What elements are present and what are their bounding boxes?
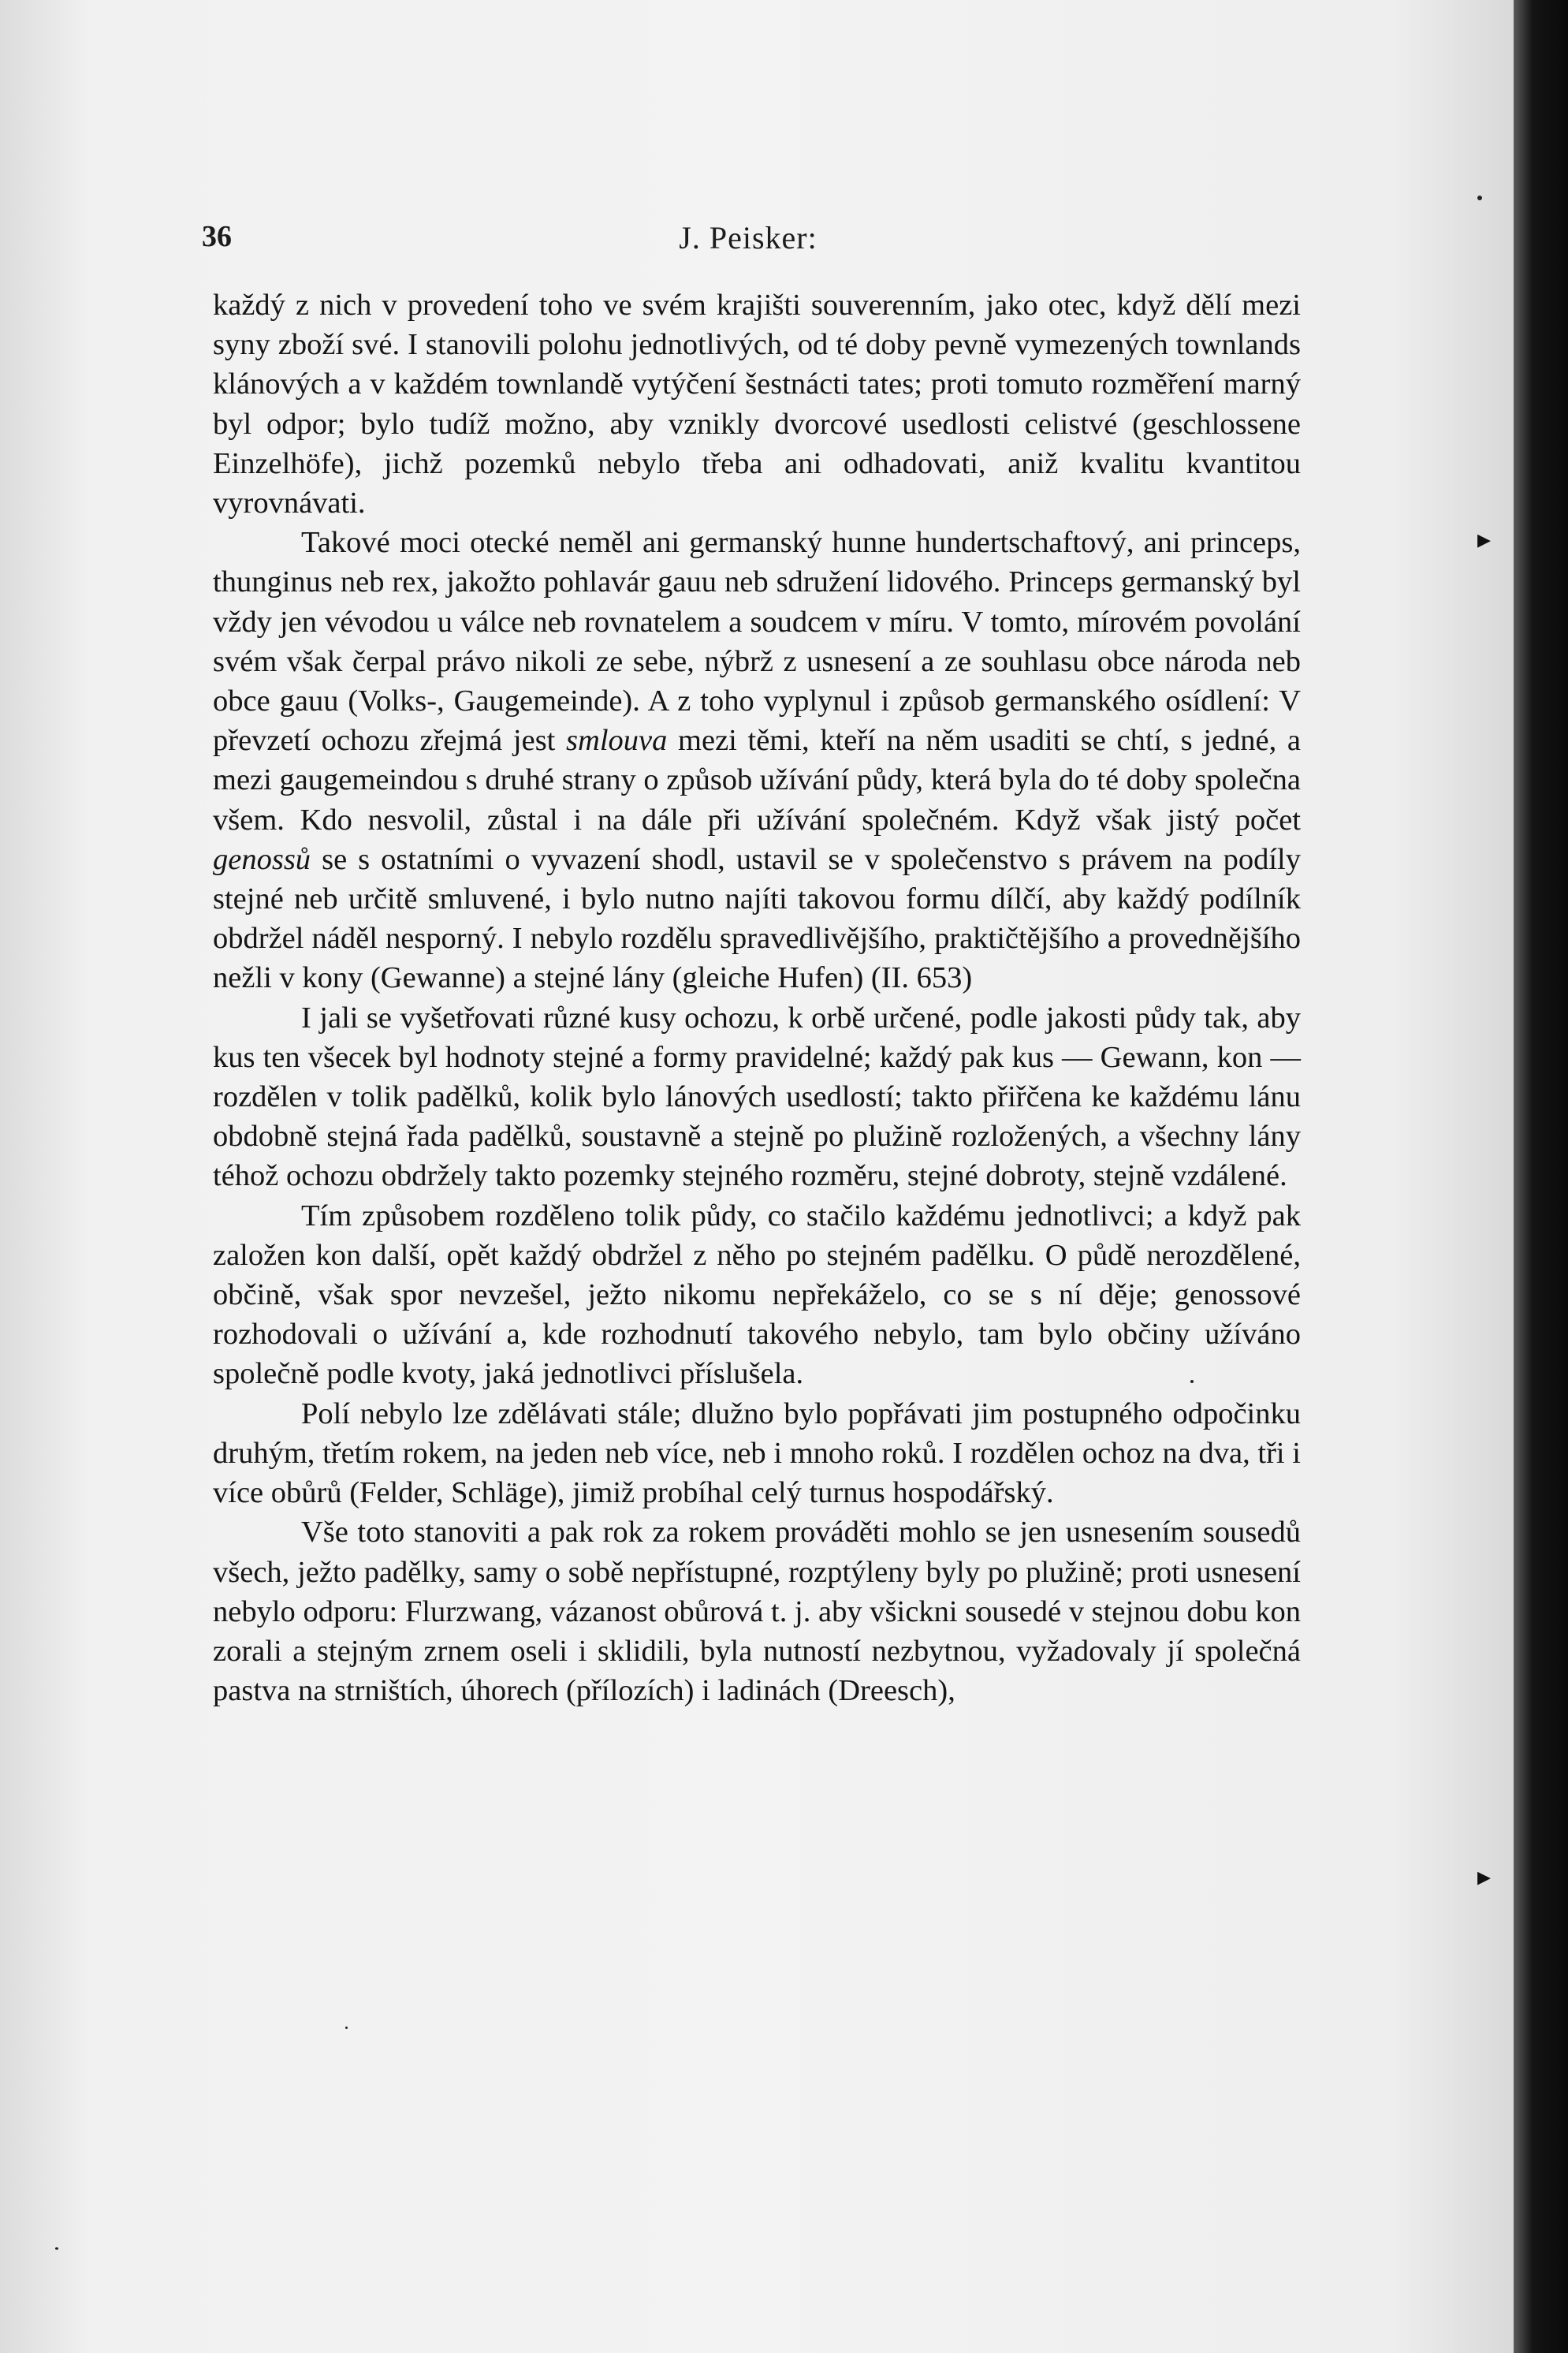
- page-number: 36: [202, 220, 232, 253]
- scan-edge-shadow: [1514, 0, 1568, 2353]
- body-text: [213, 285, 1301, 1710]
- paragraph: [213, 523, 1301, 998]
- italic-term: smlouva: [566, 724, 668, 758]
- text-run: každý z nich v provedení toho ve svém krajišti souverenním, jako otec, když dělí mezi syny zboží své. I stanovili polohu jednotlivých, od té doby pevně vymezených townlands klánových a v každém townlandě vytýčení šestnácti tates; proti tomuto rozměření marný byl odpor; bylo tudíž možno, aby vznikly dvorcové usedlosti celistvé (geschlossene Einzelhöfe), jichž pozemků nebylo třeba ani odhadovati, aniž kvalitu kvantitou vyrovnávati.: [213, 289, 1301, 520]
- text-run: Takové moci otecké neměl ani germanský hunne hundertschaftový, ani princeps, thunginus neb rex, jakožto pohlavár gauu neb sdružení lidového. Princeps germanský byl vždy jen vévodou u válce neb rovnatelem a soudcem v míru. V tomto, mírovém povolání svém však čerpal právo nikoli ze sebe, nýbrž z usnesení a ze souhlasu obce národa neb obce gauu (Volks-, Gaugemeinde). A z toho vyplynul i způsob germanského osídlení: V převzetí ochozu zřejmá jest: [213, 526, 1301, 758]
- text-run: mezi těmi, kteří na něm usaditi se chtí, s jedné, a mezi gaugemeindou s druhé strany o způsob užívání půdy, která byla do té doby společna všem. Kdo nesvolil, zůstal i na dále při užívání společném. Když však jistý počet: [213, 724, 1301, 837]
- text-run: Polí nebylo lze zdělávati stále; dlužno bylo popřávati jim postupného odpočinku druhým, třetím rokem, na jeden neb více, neb i mnoho roků. I rozdělen ochoz na dva, tři i více obůrů (Felder, Schläge), jimiž probíhal celý turnus hospodářský.: [213, 1397, 1301, 1510]
- page-header: [202, 219, 1294, 267]
- dust-speck: [55, 2247, 58, 2250]
- text-run: se s ostatními o vyvazení shodl, ustavil se v společenstvo s právem na podíly stejné neb určitě smluvené, i bylo nutno najíti takovou formu dílčí, aby každý podílník obdržel náděl nesporný. I nebylo rozdělu spravedlivějšího, praktičtějšího a provednějšího nežli v kony (Gewanne) a stejné lány (gleiche Hufen) (II. 653): [213, 842, 1301, 995]
- paragraph: [213, 1394, 1301, 1513]
- dust-speck: [345, 2027, 348, 2029]
- paragraph: [213, 1196, 1301, 1394]
- text-run: Vše toto stanoviti a pak rok za rokem prováděti mohlo se jen usnesením sousedů všech, ježto padělky, samy o sobě nepřístupné, rozptýleny byly po plužině; proti usnesení nebylo odporu: Flurzwang, vázanost obůrová t. j. aby všickni sousedé v stejnou dobu kon zorali a stejným zrnem oseli i sklidili, byla nutností nezbytnou, vyžadovaly jí společná pastva na strništích, úhorech (přílozích) i ladinách (Dreesch),: [213, 1516, 1301, 1708]
- text-run: Tím způsobem rozděleno tolik půdy, co stačilo každému jednotlivci; a když pak založen kon další, opět každý obdržel z něho po stejném padělku. O půdě nerozdělené, občině, však spor nevzešel, ježto nikomu nepřekáželo, co se s ní děje; genossové rozhodovali o užívání a, kde rozhodnutí takového nebylo, tam bylo občiny užíváno společně podle kvoty, jaká jednotlivci příslušela.: [213, 1199, 1301, 1391]
- running-title: J. Peisker:: [679, 220, 818, 255]
- paragraph: [213, 998, 1301, 1196]
- paragraph: [213, 285, 1301, 523]
- text-run: I jali se vyšetřovati různé kusy ochozu, k orbě určené, podle jakosti půdy tak, aby kus ten všecek byl hodnoty stejné a formy pravidelné; každý pak kus — Gewann, kon — rozdělen v tolik padělků, kolik bylo lánových usedlostí; takto přiřčena ke každému lánu obdobně stejná řada padělků, soustavně a stejně po plužině rozložených, a všechny lány téhož ochozu obdržely takto pozemky stejného rozměru, stejné dobroty, stejně vzdálené.: [213, 1001, 1301, 1193]
- margin-arrow-mark: ▸: [1477, 525, 1492, 554]
- paragraph: [213, 1512, 1301, 1710]
- italic-term: genossů: [213, 842, 311, 876]
- margin-arrow-mark: ▸: [1477, 1863, 1492, 1892]
- dust-speck: [1477, 196, 1482, 200]
